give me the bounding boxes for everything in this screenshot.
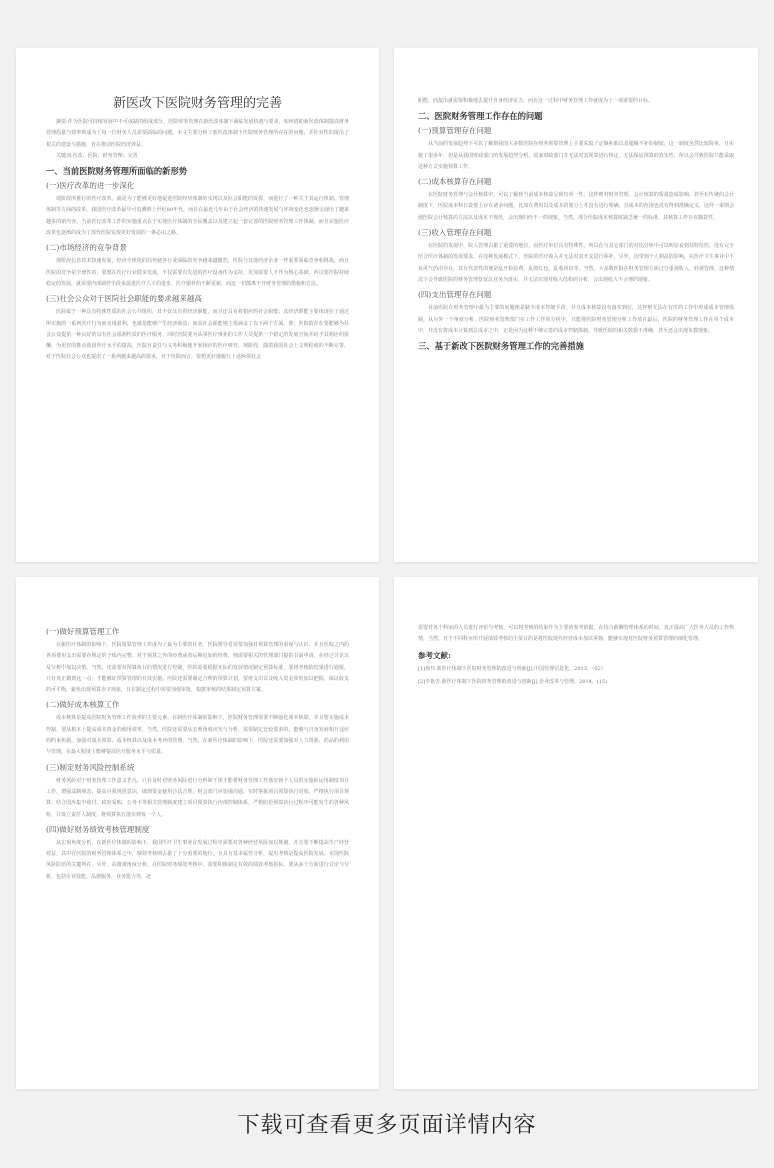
subsection-heading: (一)医疗改革的进一步深化 [46, 181, 135, 191]
reference-item: [1]苑玲.新医疗体制下医院财务管理的改进与创新[J].中国管理信息化，2013，（02） [418, 665, 606, 672]
paragraph: 医院属于一种具有特殊性质的社会公共组织，其不仅具有着经济职能，而且还具有着相应的社会职能；其经济职能主要体现在于通过所实施的一系列医疗行为而实现盈利，也就是能够产生经济收益；而其社会职能则主要涵盖了以下两个方面，即：医院的存在要能够为社会公众提供一种良好的具有社会福利性质的医疗服务，同时医院要为从事医疗事业的工作人员提供一个稳定的发展空间并给予其相应的报酬，为更好的推动我国医疗水平的提高，医院有责任与义务积极地开展相应的医疗研究、现阶段，随着我国社会上文明程度的不断完善，对于医院社会公众也提出了一系列越来越高的要求，对于医院而言，要想更好地履行上述两项社会 [46, 309, 349, 361]
subsection-heading: (二)做好成本核算工作 [46, 700, 120, 710]
paragraph: 在新医疗体制的影响下，医院预算管理工作成为了最为主要的任务，医院领导者需要加强对预算管理的重视与认识，并且医院之内的各项费用支出需要在规定的子续内完整。对于预算之外的经费或者后期追加的经费，则需要相关的管理部门提供书面申请，在经过讨论以及分析中加以决策。当然，还需要对预算执行的情况进行控制，医院需要根据实际的发展情况制定预算标准，要将考核的结果进行通报，只有真正做到这一点，才能够证预算管理的有效实施。医院还需要制定合理的预算计划，要将支出以及收入资金涉密加以把握，保证收支的可平衡，避免出现预算赤字现象，且在制定过程中需要加强审批，根据审核的结果制定预算方案。 [46, 642, 349, 694]
document-page-2 [394, 48, 758, 562]
paragraph: 从宏观角度分析，在新医疗体制的影响下，我国医疗卫生事业在发展过程中需要对各种经营风险加以规避，并且要不断提高生产经营效益，其中在医院的财务管理体系之中，绩效考核则占据了十分重要的地位，且具有基本属性分析，提出考核是提高医院发展、实现医院风险防范的关键所在，另外，从微观角度分析，在医院财务绩效考核中，需要积极制定有效的绩效考核指标，要从多个方面进行讨论与分析，包括专业技能、品德服务、业务能力等，还 [46, 839, 349, 880]
subsection-heading: (二)成本核算存在问题 [418, 177, 492, 187]
section-heading-1: 一、当前医院财务管理所面临的新形势 [46, 166, 188, 177]
paragraph: 在医院财务管理与会计核算中，可以了解到当前成本核算呈现出单一性，这样则对财务管理、会计核算的质量造成影响。甚至在传统的会计制度下，医院成本科目设置上存在诸多问题，比如在费用以及成本的划分上并没有进行明确，且成本的范围也没有得到准确定义，这样一来则会使医院会计核算的方法以及成本不规范，会出现归经不一的现象，当然，部分医院成本核算时缺乏统一的标准，其核算工作存在随意性。 [418, 192, 734, 221]
subsection-heading: (三)社会公众对于医院社会职能的要求越来越高 [46, 294, 202, 304]
references-heading: 参考文献: [418, 650, 451, 660]
paragraph: 在医院的发展中，收入管理占据了重要的地位，因医疗单位具有特殊性，所以在与其它部门的对比分析中可以明显看到其特征性，没有完全结合医疗体制的发展要求，在这种发展模式下，医院的医疗收入并无法对其开支进行弥补，另外，因受到个人利益的影响，在医疗卫生事业中不良风气仍旧存在，其有代表性的便是乱开检验费、乱收红包、乱收回扣等，当然，大多数医院在财务管理方面过分重视收入，轻视管理，这种情况下会导致医院的财务管理仅仅以业务为落实，并无法实现对收入结构的分析，会出现收入不合理的现象。 [418, 243, 734, 283]
subsection-heading: (二)市场经济的竞争背景 [46, 243, 127, 253]
section-heading-3: 三、基于新改下医院财务管理工作的完善措施 [418, 341, 584, 352]
document-title: 新医改下医院财务管理的完善 [112, 96, 282, 111]
paragraph: 现阶段信息技术快速发展，经济全球化的局势使各行业面临的竞争越来越激烈，医院与其他经济企业一样需要面临竞争和挑战，而且医院的竞争是全球性的，要想在医疗行业稳步发展，不仅需要有先进的医疗设备作为支持，更加需要人才作为核心基础，所以要医院持续稳定的发展，就需要内部调控手段来促进医疗人才的进步，医疗器材的不断更新，而这一切都离不开财务管理的措施和方法。 [46, 258, 349, 287]
document-page-4 [394, 577, 758, 1089]
paragraph: 从当前的发展趋势下可以了解到我国大多数医院在财务预算管理上主要采取了定额补助以及超额不补的制度，这一制度虽然比较简单，且实施了很多年，但是从我国财政部门的发展趋势分析，国家财政部门并无法对其预算进行核定，无法保证预算的真实性，所以会导致医院只能采取这种方式实施预算工作。 [418, 141, 734, 170]
section-heading-2: 二、医院财务管理工作存在的问题 [418, 111, 543, 122]
subsection-heading: (一)做好预算管理工作 [46, 627, 120, 636]
reference-item: [2]李艳芳.新医疗体制下医院财务管理的改进与创新[J].企业改革与管理，2014，(15) [418, 678, 608, 685]
paragraph: 目前医院在财务管理中最为主要的问题便是缺少成本控制手段，并且成本核算没有落实到位，这样则无法在有序的工作中形成成本管理体制，从另外一个角度分析，医院财务管理部门在工作工作的分析中，只能将医院财务管理分析工作放在最后，医院的财务管理工作在单个成本中，并没有将成本计算到总成本之中，正是因为这种不够完善的成本控制体制，导致医院的相关数据不准确，甚至还会出现负数现象。 [418, 305, 734, 334]
download-more-caption: 下载可查看更多页面详情内容 [237, 1113, 537, 1138]
continued-paragraph: 职能，而提出就需要积极地去提升自身经济实力，而在这一过程中财务管理工作就成为了一项重要的目标。 [418, 98, 654, 104]
subsection-heading: (四)做好财务绩效考核管理制度 [46, 824, 150, 834]
subsection-heading: (四)支出管理存在问题 [418, 290, 492, 300]
subsection-heading: (三)收入管理存在问题 [418, 228, 492, 238]
paragraph: 成本核算是提高医院财务管理工作效率的主要元素，在新医疗体制的影响下，医院财务管理需要不断强化成本核算，并且要实施成本控制，要从根本上提高成本资金的使用效率，当然，医院还需要从宏观角度出发与分析，需要制定比较要求的、能够与自身发展相互适应的约束机制，加强对成本预算、成本核算以及成本考评的管理。当然，在新医疗体制的影响下，医院还需要加强对人力资源、药品的利用与管理，在最大程度上能够提高医疗服务水平与质量。 [46, 715, 349, 756]
keywords: 关键词:医改；医院；财务管理；完善 [56, 152, 138, 159]
paragraph: 现阶段所推行的医疗改革，就是为了能够更好地促进医院经济体制的实现以及社会职能的发挥，而进行了一种关于其运行机制、管理体制等方面的改革，我国医疗改革最早可追溯到上世纪80年代，而且在最近几年由于社会经济的快速发展与环境变化也逐渐呈现出了越来越多的新内容，当前医疗改革工作的实施重点在于实现医疗体制的全民覆盖以及建立起一套完善的医院财务管理工作体制，而且实施医疗改革也逐渐的成为了现代医院实现更好发展的一条必由之路。 [46, 196, 349, 237]
continued-paragraph: 需要对各个科室的人员进行评价与考核，可以将考核的结果作为主要的参考依据，在结合薪酬管理体系的时间，真正提高广大医务人员的工作热情，当然，对于不同科室所开展绩效考核的主要目的是将医院现代经营成本加以掌握，能够实现对医院财务预算管理的细化管理。 [418, 625, 734, 643]
subsection-heading: (三)制定财务风险控制系统 [46, 762, 135, 772]
paragraph: 财务风险对于财务管理工作意义非凡，只有及时对财务风险进行分析和干预才能将财务管理工作落实到个人员的实施的运用制度项目工作，增强法制观念，提高自我规范意识，做到资金使用合法合规，财会部门应加强沟通，实时掌握项目预算执行进度，严格执行项目预算、结合国库集中收付、政府采购、公务卡等相关管理制度建立项目预算执行内部控制体系，严格防范预算执行过程中可能发生的各种风险，并设立责任人制度，将预算执行落实到每一个人。 [46, 777, 349, 818]
subsection-heading: (一)预算管理存在问题 [418, 126, 492, 136]
document-page-3 [16, 577, 379, 1089]
abstract: 摘要:作为医院可持续发展中不可或缺的组成部分，医院财务管理在新医改体制下面临发展机遇与要求，如何借助新医改体制提高财务管理质量与效率则成为了每一位财务人员需要面临的问题。本文主要分析了新医改体制下医院财务管理所存在的问题，并针对性的提出了相关的建设与措施，旨在推动医院经济效益。 [46, 119, 349, 148]
document-page-1 [16, 48, 379, 562]
